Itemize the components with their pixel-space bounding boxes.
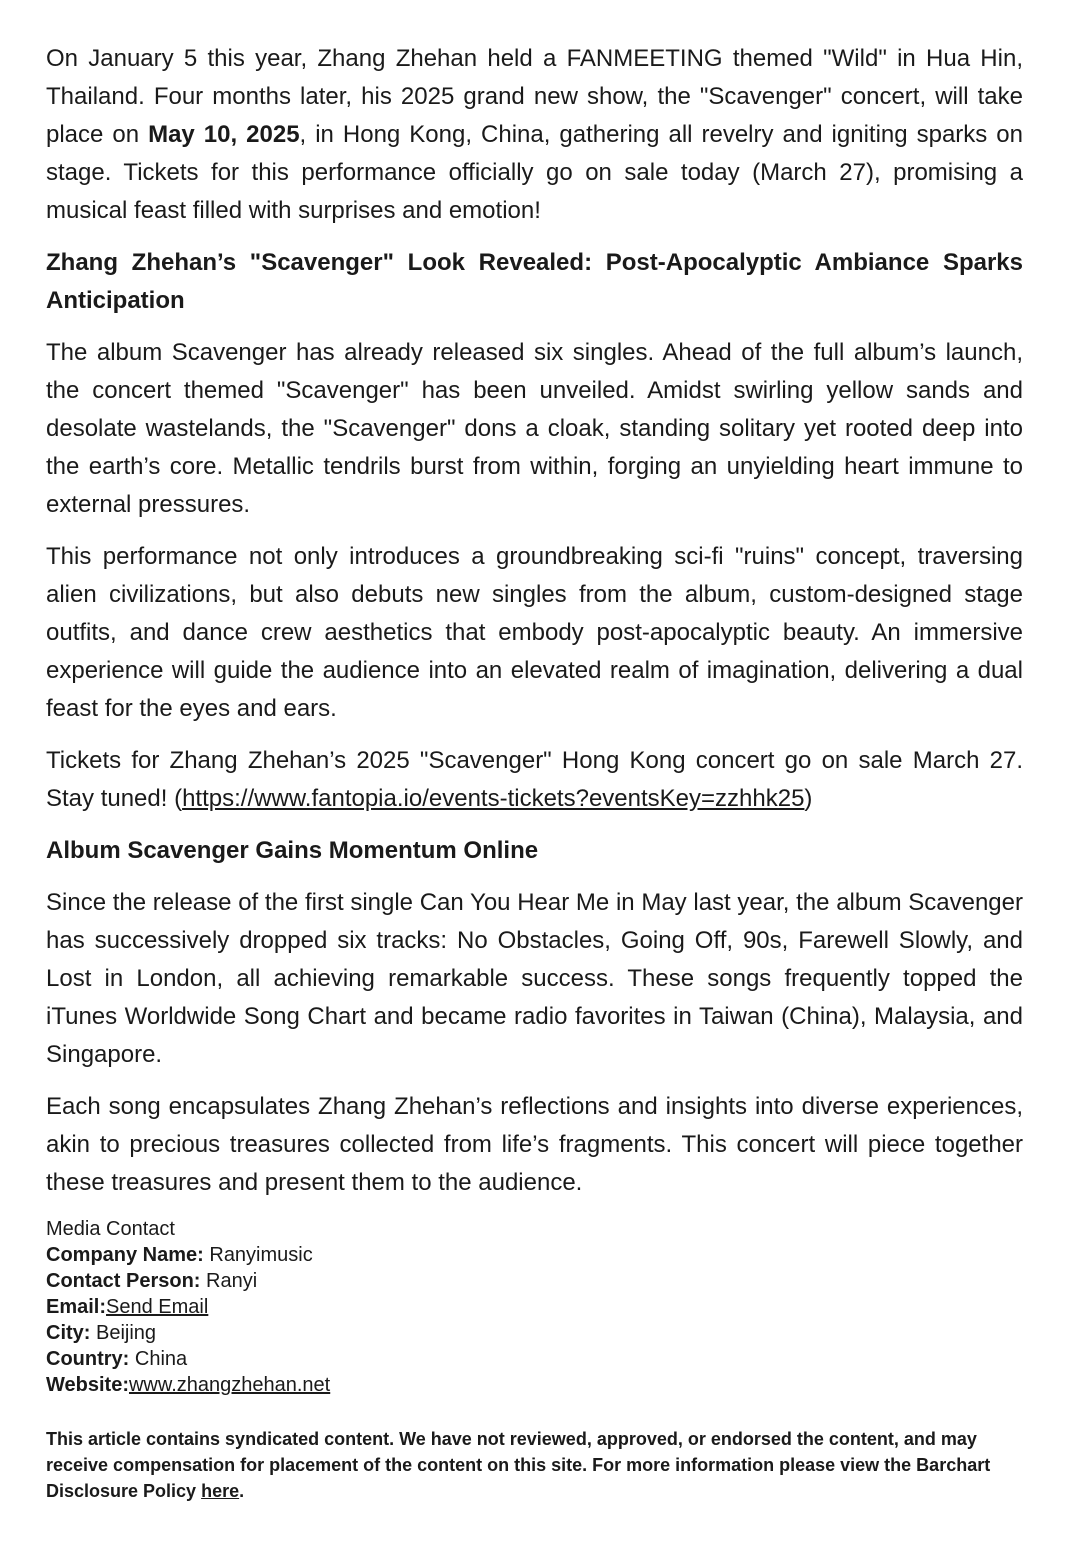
- website-label: Website:: [46, 1374, 129, 1396]
- media-contact-block: [46, 1216, 1023, 1398]
- city-label: City:: [46, 1322, 91, 1344]
- contact-person-row: [46, 1268, 1023, 1294]
- disclaimer-end: .: [239, 1481, 245, 1501]
- contact-email-row: [46, 1294, 1023, 1320]
- company-value: Ranyimusic: [203, 1244, 313, 1266]
- person-label: Contact Person:: [46, 1270, 201, 1292]
- contact-website-row: [46, 1372, 1023, 1398]
- company-label: Company Name:: [46, 1244, 204, 1266]
- section-heading-momentum: Album Scavenger Gains Momentum Online: [46, 837, 539, 864]
- section-heading-look-revealed: Zhang Zhehan’s "Scavenger" Look Revealed: Post-Apocalyptic Ambiance Sparks Anticipation: [46, 249, 1023, 314]
- person-value: Ranyi: [200, 1270, 258, 1292]
- website-link[interactable]: www.zhangzhehan.net: [128, 1374, 331, 1396]
- tickets-close-paren: ): [804, 785, 813, 812]
- city-value: Beijing: [90, 1322, 157, 1344]
- singles-paragraph: Since the release of the first single Can You Hear Me in May last year, the album Scavenger has successively dropped six tracks: No Obstacles, Going Off, 90s, Farewell Slowly, and Lost in London, all achieving remarkable success. These songs frequently topped the iTunes Worldwide Song Chart and became radio favorites in Taiwan (China), Malaysia, and Singapore.: [46, 889, 1023, 1068]
- intro-text-part2: , in Hong Kong, China, gathering all revelry and igniting sparks on stage. Tickets for this performance officially go on sale today (March 27), promising a musical feast filled with surprises and emotion!: [46, 121, 1024, 224]
- concert-date: May 10, 2025: [148, 121, 300, 148]
- treasures-paragraph: Each song encapsulates Zhang Zhehan’s reflections and insights into diverse experiences, akin to precious treasures collected from life’s fragments. This concert will piece together these treasures and present them to the audience.: [46, 1093, 1023, 1196]
- email-label: Email:: [46, 1296, 107, 1318]
- send-email-link[interactable]: Send Email: [106, 1296, 209, 1318]
- disclosure-policy-link[interactable]: here: [201, 1481, 240, 1501]
- tickets-text: Tickets for Zhang Zhehan’s 2025 "Scavenger" Hong Kong concert go on sale March 27. Stay tuned! (: [46, 747, 1023, 812]
- contact-country-row: [46, 1346, 1023, 1372]
- tickets-link[interactable]: https://www.fantopia.io/events-tickets?eventsKey=zzhhk25: [182, 785, 805, 812]
- performance-paragraph: This performance not only introduces a groundbreaking sci-fi "ruins" concept, traversing alien civilizations, but also debuts new singles from the album, custom-designed stage outfits, and dance crew aesthetics that embody post-apocalyptic beauty. An immersive experience will guide the audience into an elevated realm of imagination, delivering a dual feast for the eyes and ears.: [46, 543, 1023, 722]
- album-paragraph: The album Scavenger has already released six singles. Ahead of the full album’s launch, the concert themed "Scavenger" has been unveiled. Amidst swirling yellow sands and desolate wastelands, the "Scavenger" dons a cloak, standing solitary yet rooted deep into the earth’s core. Metallic tendrils burst from within, forging an unyielding heart immune to external pressures.: [46, 339, 1023, 518]
- syndication-disclaimer: [46, 1426, 1023, 1504]
- country-label: Country:: [46, 1348, 130, 1370]
- media-contact-title: Media Contact: [46, 1218, 175, 1240]
- contact-city-row: [46, 1320, 1023, 1346]
- contact-company-row: [46, 1242, 1023, 1268]
- intro-paragraph: [46, 40, 1023, 230]
- intro-text-part1: On January 5 this year, Zhang Zhehan held a FANMEETING themed "Wild" in Hua Hin, Thailand. Four months later, his 2025 grand new show, the "Scavenger" concert, will take place on: [46, 45, 1023, 148]
- tickets-paragraph: [46, 742, 1023, 818]
- country-value: China: [129, 1348, 188, 1370]
- disclaimer-text: This article contains syndicated content. We have not reviewed, approved, or endorsed the content, and may receive compensation for placement of the content on this site. For more information please view the Barchart Disclosure Policy: [46, 1429, 991, 1501]
